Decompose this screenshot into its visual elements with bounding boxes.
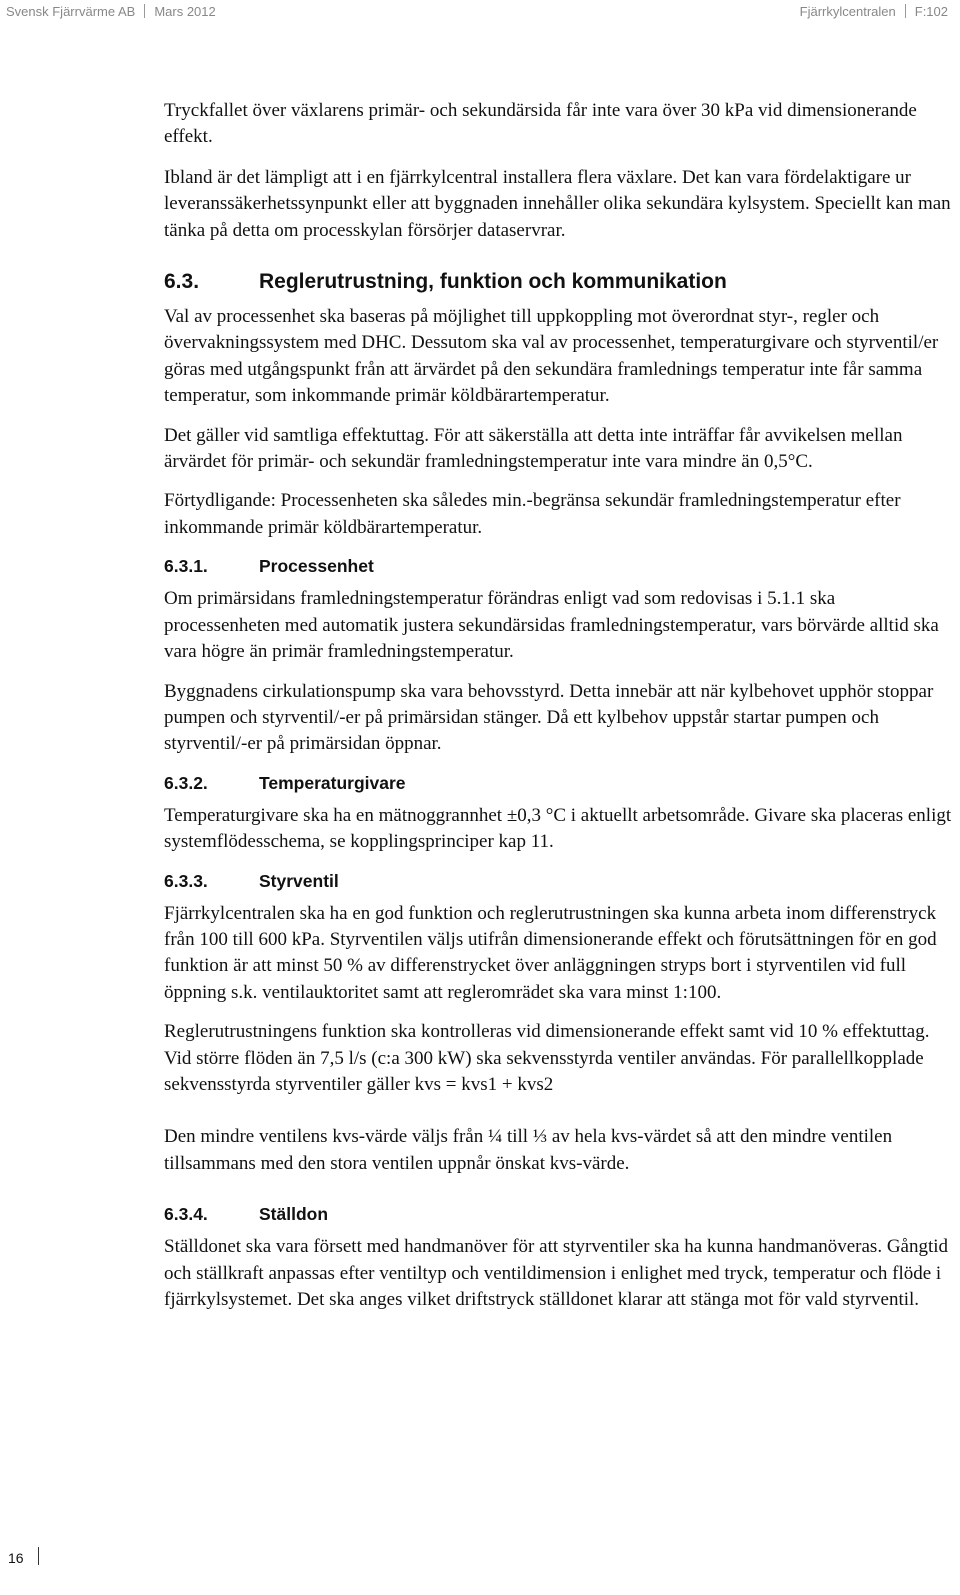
section-number: 6.3.1.	[164, 556, 208, 577]
paragraph: Fjärrkylcentralen ska ha en god funktion och reglerutrustningen ska kunna arbeta inom differenstryck från 100 till 600 kPa. Styrventilen väljs utifrån dimensionerande effekt och förutsättningen för en god funktion är att minst 50 % av differenstrycket över anläggningen stryps bort i styrventilen vid full öppning s.k. ventilauktoritet samt att regleromrädet ska vara minst 1:100.	[164, 902, 937, 1003]
section-title: Reglerutrustning, funktion och kommunikation	[259, 270, 727, 294]
paragraph: Tryckfallet över växlarens primär- och sekundärsida får inte vara över 30 kPa vid dimensionerande effekt.	[164, 100, 917, 148]
paragraph: Temperaturgivare ska ha en mätnoggrannhet ±0,3 °C i aktuellt arbetsområde. Givare ska placeras enligt systemflödesschema, se kopplingsprinciper kap 11.	[164, 804, 952, 853]
section-number: 6.3.4.	[164, 1204, 208, 1225]
header-company: Svensk Fjärrvärme AB	[6, 4, 136, 19]
paragraph: Det gäller vid samtliga effektuttag. För att säkerställa att detta inte inträffar får avvikelsen mellan ärvärdet för primär- och sekundär framledningstemperatur inte vara mindre än 0,5°C.	[164, 424, 903, 473]
header-doc-code: F:102	[914, 4, 948, 19]
section-heading-6-3-1	[164, 555, 954, 577]
section-heading-6-3-2	[164, 772, 954, 794]
section-number: 6.3.	[164, 270, 200, 294]
section-heading-6-3-4	[164, 1203, 954, 1225]
document-body	[164, 98, 954, 1313]
section-heading-6-3-3	[164, 870, 954, 892]
header-divider	[144, 4, 145, 18]
page-number: 16	[8, 1550, 24, 1566]
page-header	[0, 0, 960, 22]
section-title: Temperaturgivare	[259, 772, 406, 793]
header-date: Mars 2012	[154, 4, 216, 19]
section-number: 6.3.3.	[164, 870, 208, 891]
paragraph: Reglerutrustningens funktion ska kontrolleras vid dimensionerande effekt samt vid 10 % effektuttag. Vid större flöden än 7,5 l/s (c:a 300 kW) ska sekvensstyrda ventiler användas. För parallellkopplade sekvensstyrda styrventiler gäller kvs = kvs1 + kvs2	[164, 1021, 930, 1095]
section-title: Processenhet	[259, 556, 374, 577]
paragraph: Ställdonet ska vara försett med handmanöver för att styrventiler ska ha kunna handmanöveras. Gångtid och ställkraft anpassas efter ventiltyp och ventildimension i enlighet med tryck, temperatur och flöde i fjärrkylsystemet. Det ska anges vilket driftstryck ställdonet klarar att stänga mot för vald styrventil.	[164, 1236, 949, 1310]
section-heading-6-3	[164, 269, 954, 295]
section-number: 6.3.2.	[164, 772, 208, 793]
header-divider	[905, 4, 906, 18]
paragraph: Den mindre ventilens kvs-värde väljs från ¼ till ⅓ av hela kvs-värdet så att den mindre ventilen tillsammans med den stora ventilen uppnår önskat kvs-värde.	[164, 1126, 893, 1174]
paragraph: Val av processenhet ska baseras på möjlighet till uppkoppling mot överordnat styr-, regler och övervakningssystem med DHC. Dessutom ska val av processenhet, temperaturgivare och styrventil/er göras med utgångspunkt från att ärvärdet på den sekundära framlednings temperatur inte får samma temperatur, som inkommande primär köldbärartemperatur.	[164, 306, 939, 407]
paragraph: Om primärsidans framledningstemperatur förändras enligt vad som redovisas i 5.1.1 ska processenheten med automatik justera sekundärsidas framledningstemperatur, vars börvärde alltid ska vara högre än primär framledningstemperatur.	[164, 588, 939, 663]
paragraph: Ibland är det lämpligt att i en fjärrkylcentral installera flera växlare. Det kan vara fördelaktigare ur leveranssäkerhetssynpunkt eller att byggnaden innehåller olika sekundära kylsystem. Speciellt kan man tänka på detta om processkylan försörjer dataservrar.	[164, 166, 951, 241]
footer-divider	[38, 1547, 39, 1565]
section-title: Styrventil	[259, 870, 339, 891]
header-doc-title: Fjärrkylcentralen	[799, 4, 896, 19]
paragraph: Byggnadens cirkulationspump ska vara behovsstyrd. Detta innebär att när kylbehovet upphör stoppar pumpen och styrventil/-er på primärsidan stänger. Då ett kylbehov uppstår startar pumpen och styrventil/-er på primärsidan öppnar.	[164, 680, 934, 755]
header-left	[6, 4, 216, 19]
page-footer	[8, 1547, 48, 1566]
section-title: Ställdon	[259, 1204, 329, 1225]
paragraph: Förtydligande: Processenheten ska således min.-begränsa sekundär framledningstemperatur efter inkommande primär köldbärartemperatur.	[164, 490, 901, 538]
header-right	[800, 4, 948, 19]
